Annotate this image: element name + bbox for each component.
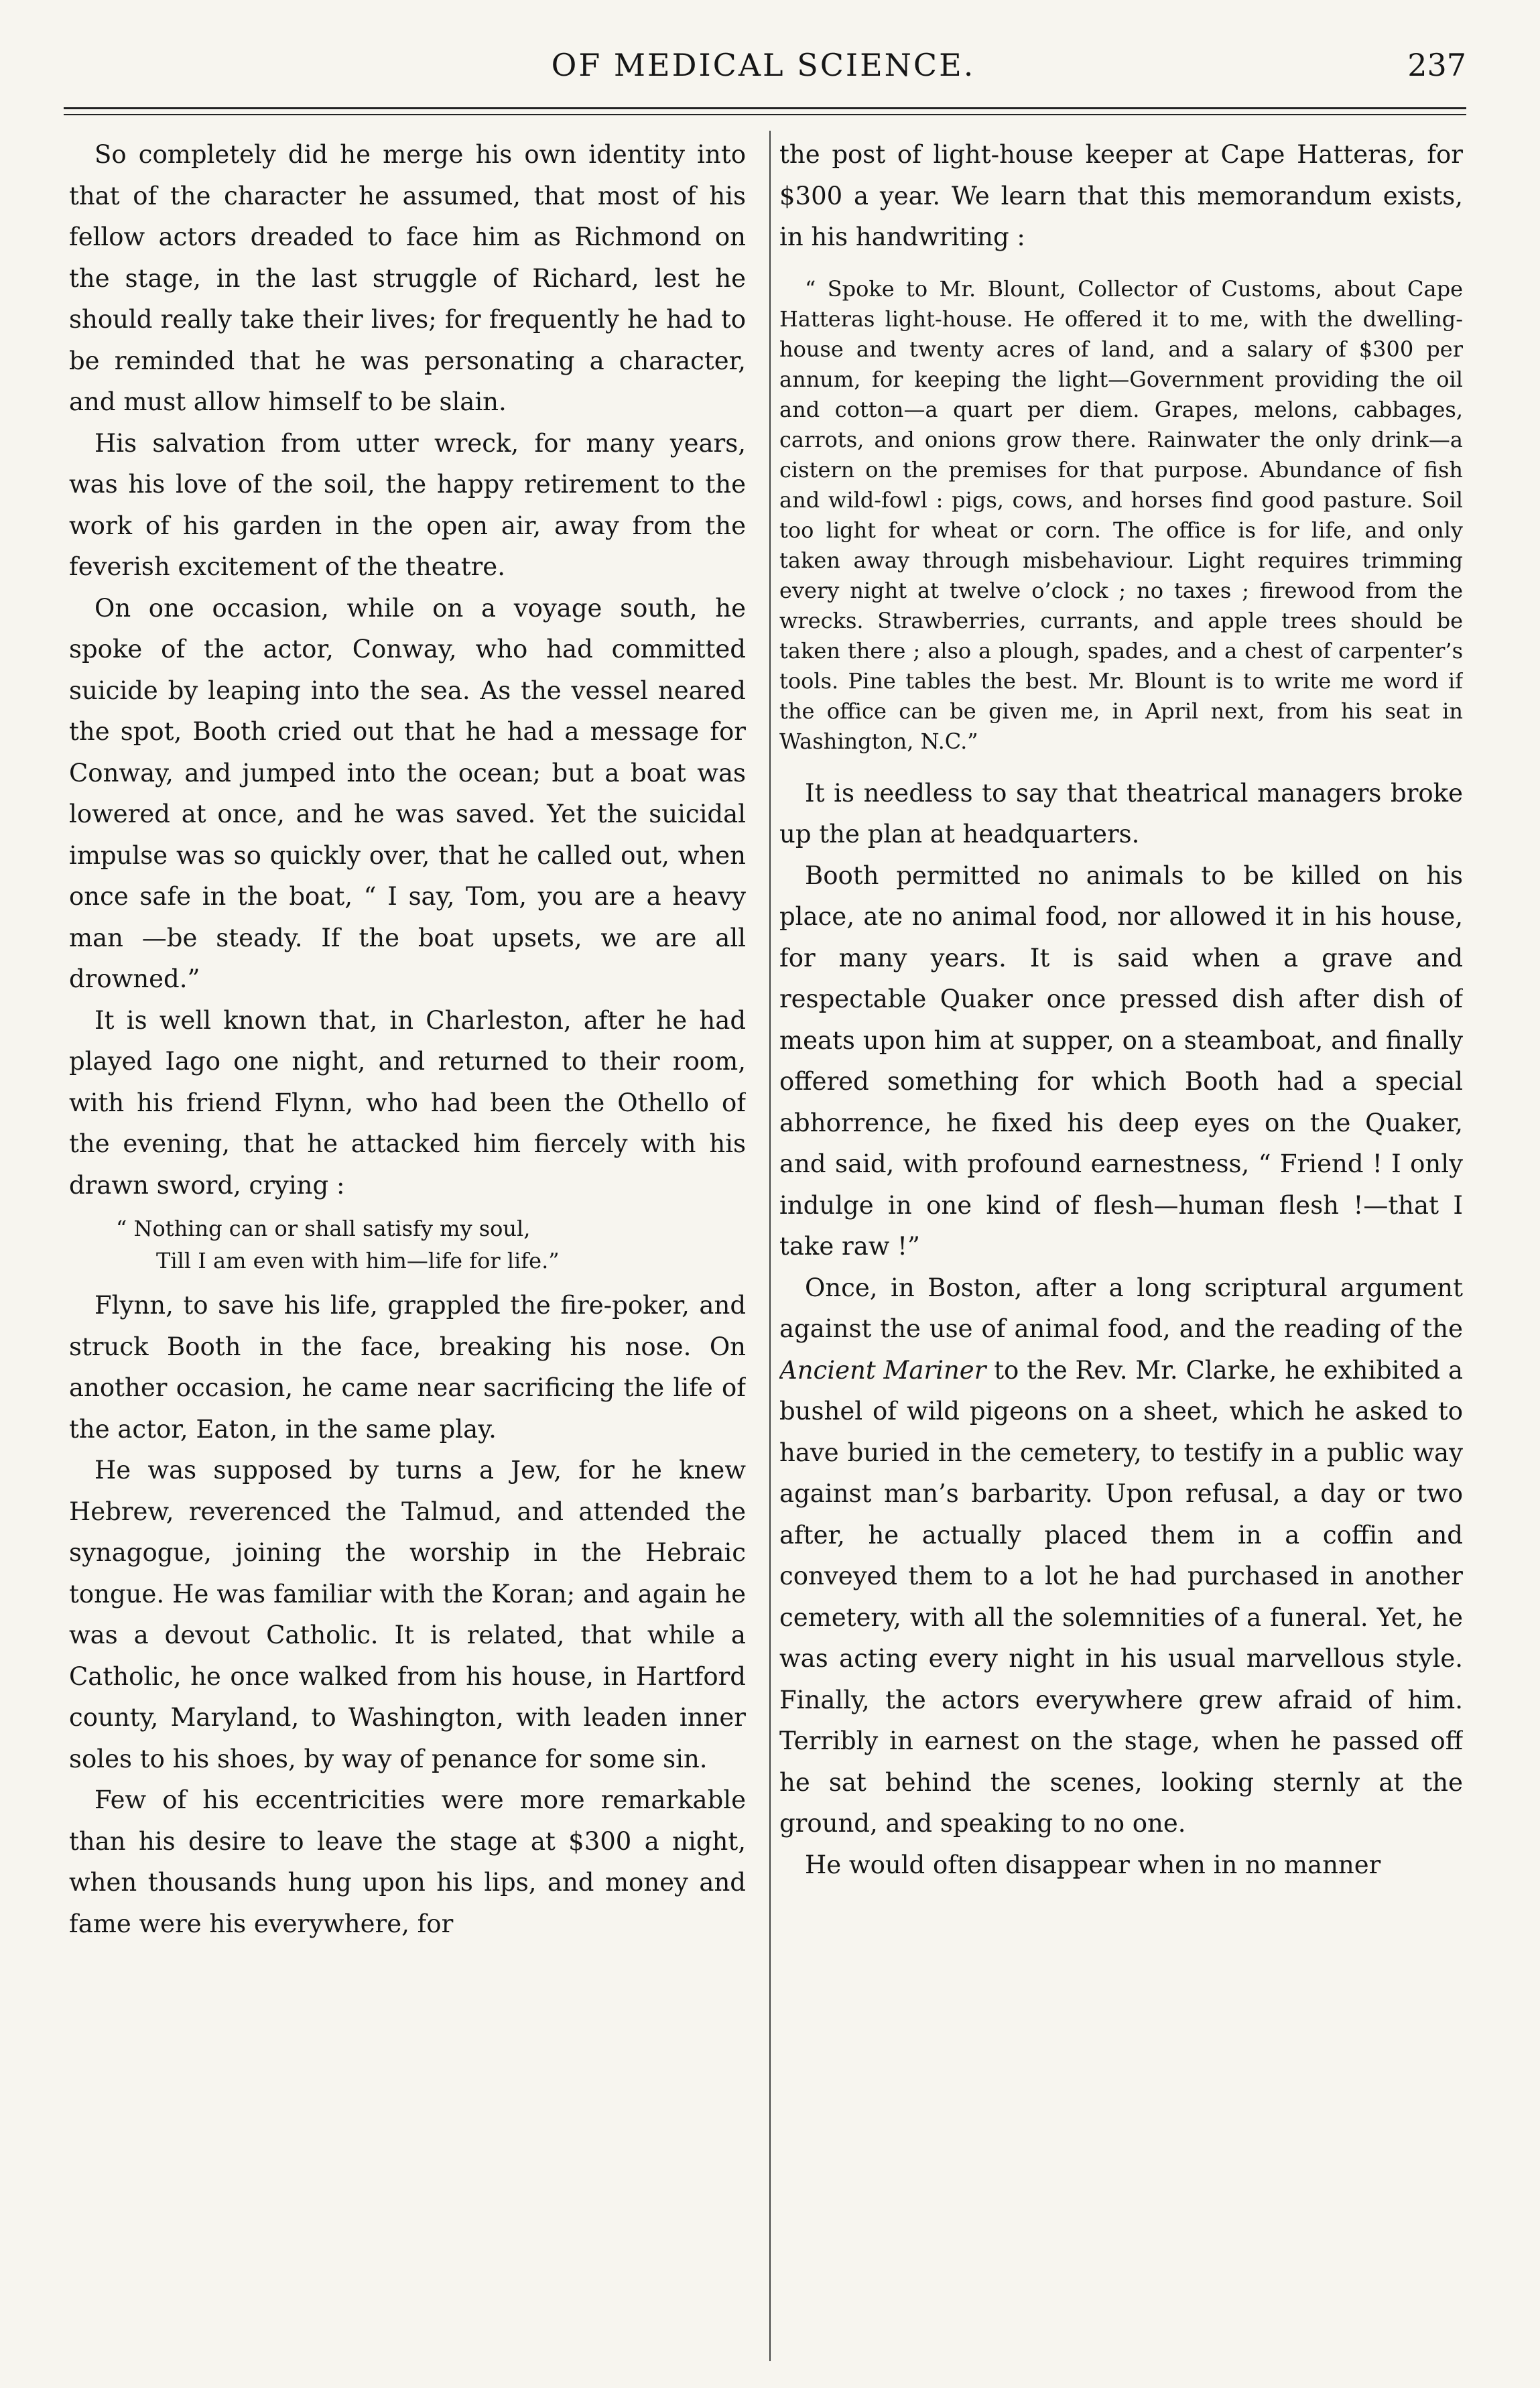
header-rule-bottom [64, 114, 1466, 115]
left-column [69, 134, 746, 2366]
paragraph: Booth permitted no animals to be killed on his place, ate no animal food, nor allowed it in his house, for many years. It is said when a grave and respectable Quaker once pressed dish after dish of meats upon him at supper, on a steamboat, and finally offered something for which Booth had a special abhorrence, he fixed his deep eyes on the Quaker, and said, with profound earnestness, “ Friend ! I only indulge in one kind of flesh—human flesh !—that I take raw !” [779, 861, 1463, 1261]
paragraph: He would often disappear when in no manner [805, 1850, 1381, 1879]
paragraph: So completely did he merge his own identity into that of the character he assumed, that most of his fellow actors dreaded to face him as Richmond on the stage, in the last struggle of Richard, lest he should really take their lives; for frequently he had to be reminded that he was personating a character, and must allow himself to be slain. [69, 140, 746, 416]
paragraph [779, 1267, 1463, 1844]
paragraph: Flynn, to save his life, grappled the fire-poker, and struck Booth in the face, breaking his nose. On another occasion, he came near sacrificing the life of the actor, Eaton, in the same play. [69, 1291, 746, 1444]
italic-title: Ancient Mariner [779, 1355, 986, 1385]
verse-quotation [69, 1212, 746, 1277]
page-header [60, 47, 1466, 101]
verse-line: Till I am even with him—life for life.” [156, 1248, 560, 1273]
header-rule-top [64, 107, 1466, 109]
paragraph: He was supposed by turns a Jew, for he knew Hebrew, reverenced the Talmud, and attended the synagogue, joining the worship in the Hebraic tongue. He was familiar with the Koran; and again he was a devout Catholic. It is related, that while a Catholic, he once walked from his house, in Hartford county, Maryland, to Washington, with leaden inner soles to his shoes, by way of penance for some sin. [69, 1456, 746, 1773]
memorandum-quotation: “ Spoke to Mr. Blount, Collector of Customs, about Cape Hatteras light-house. He offered it to me, with the dwelling-house and twenty acres of land, and a salary of $300 per annum, for keeping the light—Government providing the oil and cotton—a quart per diem. Grapes, melons, cabbages, carrots, and onions grow there. Rainwater the only drink—a cistern on the premises for that purpose. Abundance of fish and wild-fowl : pigs, cows, and horses find good pasture. Soil too light for wheat or corn. The office is for life, and only taken away through misbehaviour. Light requires trimming every night at twelve o’clock ; no taxes ; firewood from the wrecks. Strawberries, currants, and apple trees should be taken there ; also a plough, spades, and a chest of carpenter’s tools. Pine tables the best. Mr. Blount is to write me word if the office can be given me, in April next, from his seat in Washington, N.C.” [779, 275, 1463, 754]
paragraph: His salvation from utter wreck, for many years, was his love of the soil, the happy retirement to the work of his garden in the open air, away from the feverish excitement of the theatre. [69, 428, 746, 581]
paragraph: Few of his eccentricities were more remarkable than his desire to leave the stage at $300 a night, when thousands hung upon his lips, and money and fame were his everywhere, for [69, 1785, 746, 1938]
text-run: Once, in Boston, after a long scriptural argument against the use of animal food, and the reading of the [779, 1273, 1463, 1343]
verse-line: “ Nothing can or shall satisfy my soul, [116, 1216, 531, 1241]
paragraph: It is well known that, in Charleston, after he had played Iago one night, and returned to their room, with his friend Flynn, who had been the Othello of the evening, that he attacked him fiercely with his drawn sword, crying : [69, 1005, 746, 1200]
running-title: OF MEDICAL SCIENCE. [551, 47, 976, 83]
text-run: to the Rev. Mr. Clarke, he exhibited a bushel of wild pigeons on a sheet, which he asked to have buried in the cemetery, to testify in a public way against man’s barbarity. Upon refusal, a day or two after, he actually placed them in a coffin and conveyed them to a lot he had purchased in another cemetery, with all the solemnities of a funeral. Yet, he was acting every night in his usual marvellous style. Finally, the actors everywhere grew afraid of him. Terribly in earnest on the stage, when he passed off he sat behind the scenes, looking sternly at the ground, and speaking to no one. [779, 1355, 1463, 1838]
column-divider [769, 131, 771, 2361]
page-number: 237 [1407, 47, 1466, 83]
paragraph: On one occasion, while on a voyage south, he spoke of the actor, Conway, who had committed suicide by leaping into the sea. As the vessel neared the spot, Booth cried out that he had a message for Conway, and jumped into the ocean; but a boat was lowered at once, and he was saved. Yet the suicidal impulse was so quickly over, that he called out, when once safe in the boat, “ I say, Tom, you are a heavy man —be steady. If the boat upsets, we are all drowned.” [69, 593, 746, 993]
right-column [779, 134, 1463, 2366]
paragraph: the post of light-house keeper at Cape Hatteras, for $300 a year. We learn that this memorandum exists, in his handwriting : [779, 140, 1463, 251]
paragraph: It is needless to say that theatrical managers broke up the plan at headquarters. [779, 778, 1463, 849]
